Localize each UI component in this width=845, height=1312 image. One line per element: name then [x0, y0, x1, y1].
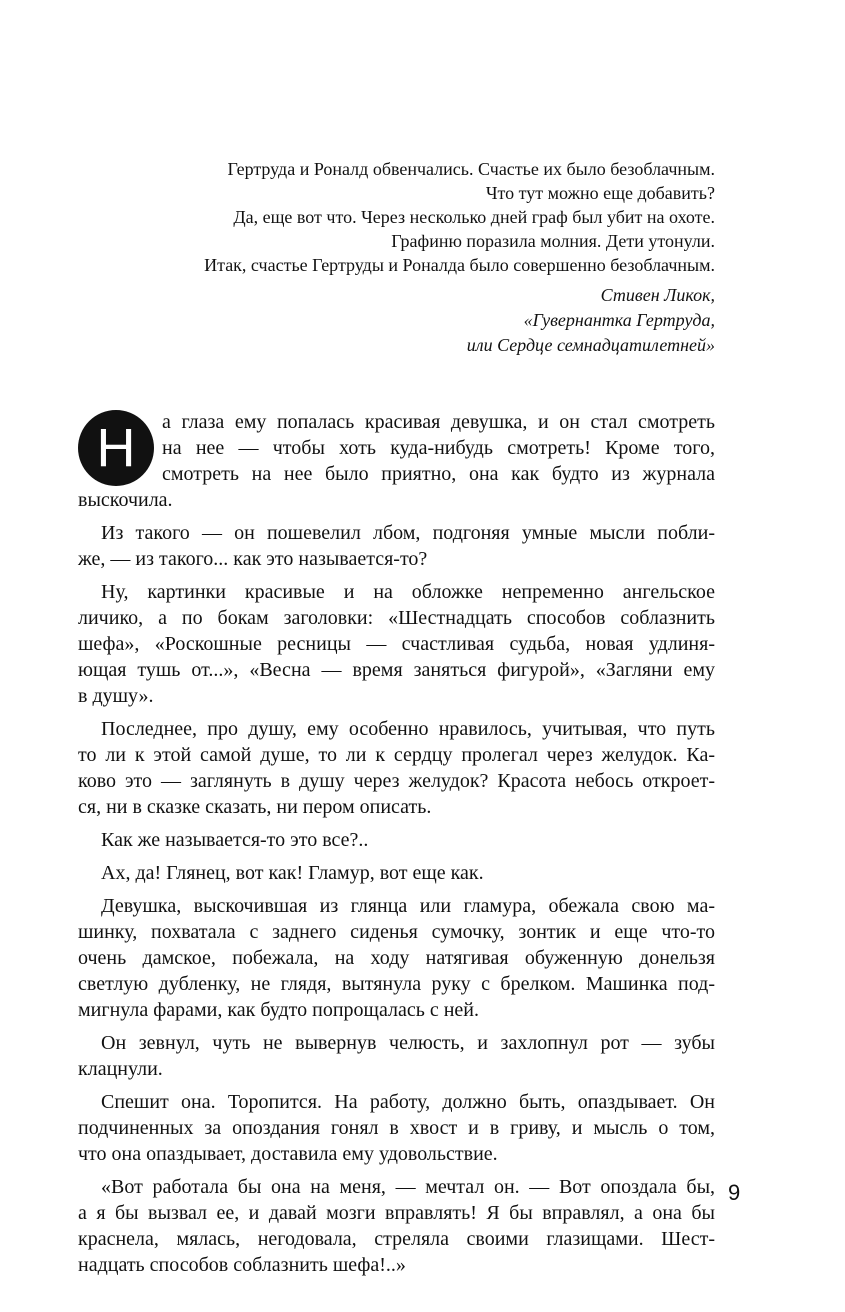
attribution-line: Стивен Ликок,	[600, 285, 715, 305]
drop-cap: Н	[78, 410, 154, 486]
epigraph-line: Гертруда и Роналд обвенчались. Счастье их было безоблачным.	[227, 159, 715, 179]
paragraph	[78, 716, 715, 820]
text-line: «Вот работала бы она на меня, — мечтал он. — Вот опоздала бы,	[101, 1176, 715, 1198]
text-line: смотреть на нее было приятно, она как будто из журнала	[162, 463, 715, 485]
epigraph-line: Да, еще вот что. Через несколько дней граф был убит на охоте.	[233, 207, 715, 227]
paragraph	[78, 579, 715, 709]
chapter-body	[78, 409, 715, 1278]
text-line: Ну, картинки красивые и на обложке непременно ангельское	[101, 581, 715, 603]
text-line: подчиненных за опоздания гонял в хвост и в гриву, и мысль о том,	[78, 1117, 715, 1139]
epigraph-attribution	[120, 283, 715, 358]
text-line: светлую дубленку, не глядя, вытянула руку с брелком. Машинка под-	[78, 973, 715, 995]
text-line: Из такого — он пошевелил лбом, подгоняя умные мысли побли-	[101, 522, 715, 544]
text-line: же, — из такого... как это называется-то?	[78, 548, 428, 570]
text-line: Ах, да! Глянец, вот как! Гламур, вот еще как.	[101, 862, 484, 884]
text-line: ющая тушь от...», «Весна — время заняться фигурой», «Загляни ему	[78, 659, 715, 681]
epigraph	[120, 157, 715, 358]
text-line: мигнула фарами, как будто попрощалась с ней.	[78, 999, 480, 1021]
text-line: краснела, мялась, негодовала, стреляла своими глазищами. Шест-	[78, 1228, 715, 1250]
text-line: а глаза ему попалась красивая девушка, и он стал смотреть	[162, 411, 715, 433]
text-line: ково это — заглянуть в душу через желудок? Красота небось откроет-	[78, 770, 715, 792]
paragraph	[78, 1174, 715, 1278]
text-line: личико, а по бокам заголовки: «Шестнадцать способов соблазнить	[78, 607, 715, 629]
text-line: что она опаздывает, доставила ему удовольствие.	[78, 1143, 498, 1165]
text-line: шефа», «Роскошные ресницы — счастливая судьба, новая удлиня-	[78, 633, 715, 655]
paragraph	[78, 1089, 715, 1167]
text-line: надцать способов соблазнить шефа!..»	[78, 1254, 406, 1276]
paragraph	[78, 827, 715, 853]
paragraph	[78, 893, 715, 1023]
text-line: Девушка, выскочившая из глянца или гламура, обежала свою ма-	[101, 895, 715, 917]
text-line: Он зевнул, чуть не вывернув челюсть, и захлопнул рот — зубы	[101, 1032, 715, 1054]
paragraph	[78, 860, 715, 886]
attribution-line: или Сердце семнадцатилетней»	[466, 335, 715, 355]
paragraph	[78, 1030, 715, 1082]
text-line: Спешит она. Торопится. На работу, должно быть, опаздывает. Он	[101, 1091, 715, 1113]
paragraph	[78, 520, 715, 572]
text-line: очень дамское, побежала, на ходу натягивая обуженную донельзя	[78, 947, 715, 969]
text-line: на нее — чтобы хоть куда-нибудь смотреть! Кроме того,	[162, 437, 715, 459]
page-number: 9	[728, 1180, 741, 1205]
paragraph	[78, 409, 715, 513]
epigraph-line: Графиню поразила молния. Дети утонули.	[391, 231, 715, 251]
text-line: выскочила.	[78, 489, 173, 511]
text-line: ся, ни в сказке сказать, ни пером описать.	[78, 796, 432, 818]
text-line: Как же называется-то это все?..	[101, 829, 369, 851]
text-line: то ли к этой самой душе, то ли к сердцу пролегал через желудок. Ка-	[78, 744, 715, 766]
text-line: шинку, похватала с заднего сиденья сумочку, зонтик и еще что-то	[78, 921, 715, 943]
epigraph-line: Итак, счастье Гертруды и Роналда было совершенно безоблачным.	[204, 255, 715, 275]
text-line: а я бы вызвал ее, и давай мозги вправлять! Я бы вправлял, а она бы	[78, 1202, 715, 1224]
text-line: Последнее, про душу, ему особенно нравилось, учитывая, что путь	[101, 718, 715, 740]
epigraph-line: Что тут можно еще добавить?	[485, 183, 715, 203]
text-line: в душу».	[78, 685, 154, 707]
attribution-line: «Гувернантка Гертруда,	[523, 310, 715, 330]
text-line: клацнули.	[78, 1058, 163, 1080]
